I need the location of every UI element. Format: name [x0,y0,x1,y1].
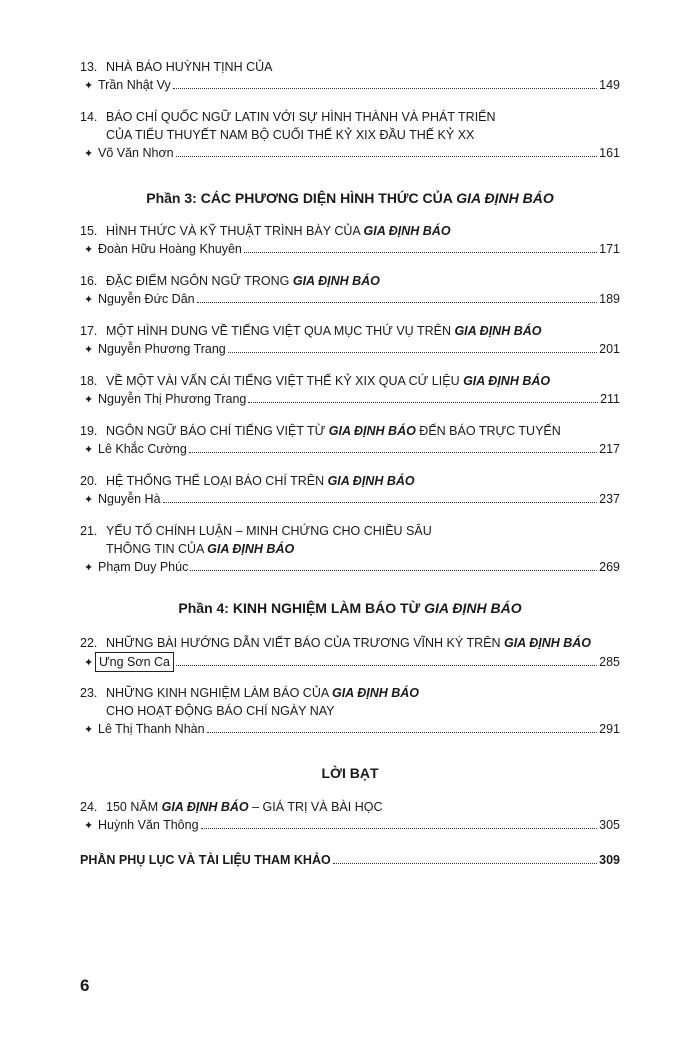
section-title: Phần 4: KINH NGHIỆM LÀM BÁO TỪ [178,600,425,616]
entry-title-post: ĐẾN BÁO TRỰC TUYẾN [415,424,561,438]
entry-title-italic: GIA ĐỊNH BÁO [292,274,380,288]
dot-leader [176,665,597,666]
author-name: Trần Nhật Vy [98,78,171,92]
author-name: Nguyễn Hà [98,492,161,506]
author-name-highlighted[interactable]: Ưng Sơn Ca [95,652,174,672]
entry-title-italic: GIA ĐỊNH BÁO [331,686,420,700]
author-name: Phạm Duy Phúc [98,560,189,574]
page-ref: 291 [599,722,620,736]
bullet-icon: ✦ [84,294,94,306]
toc-appendix [80,853,620,868]
bullet-icon: ✦ [84,394,94,406]
page-ref: 285 [599,655,620,669]
entry-title-cont: THÔNG TIN CỦA [106,542,208,556]
entry-number: 15. [80,224,98,238]
bullet-icon: ✦ [84,724,94,736]
author-name: Nguyễn Phương Trang [98,342,226,356]
page-ref: 201 [599,342,620,356]
section-title-italic: GIA ĐỊNH BÁO [456,190,554,206]
author-line [80,76,620,95]
bullet-icon: ✦ [84,444,94,456]
author-line [80,558,620,577]
bullet-icon: ✦ [84,657,94,669]
entry-title: NGÔN NGỮ BÁO CHÍ TIẾNG VIỆT TỪ [106,424,329,438]
author-name: Nguyễn Thị Phương Trang [98,392,247,406]
entry-number: 22. [80,636,98,650]
entry-title-italic: GIA ĐỊNH BÁO [503,636,592,650]
page-ref: 269 [599,560,620,574]
dot-leader [163,502,598,503]
author-line [80,816,620,835]
toc-entry-20 [80,472,620,509]
author-line [80,340,620,359]
page-ref: 171 [599,242,620,256]
entry-title: NHỮNG KINH NGHIỆM LÀM BÁO CỦA [106,686,332,700]
entry-title: ĐẶC ĐIỂM NGÔN NGỮ TRONG [106,274,293,288]
dot-leader [190,570,597,571]
page-ref: 149 [599,78,620,92]
entry-number: 24. [80,800,98,814]
author-line [80,440,620,459]
entry-title-post: – GIÁ TRỊ VÀ BÀI HỌC [248,800,383,814]
page-number: 6 [80,976,90,995]
entry-title-italic: GIA ĐỊNH BÁO [327,474,415,488]
dot-leader [197,302,598,303]
bullet-icon: ✦ [84,80,94,92]
author-name: Lê Thị Thanh Nhàn [98,722,205,736]
entry-title: YẾU TỐ CHÍNH LUẬN – MINH CHỨNG CHO CHIỀU SÂU [106,524,432,538]
entry-title-cont: CỦA TIỂU THUYẾT NAM BỘ CUỐI THẾ KỶ XIX ĐẦU THẾ KỶ XX [106,128,475,142]
author-line [80,720,620,739]
entry-number: 19. [80,424,98,438]
dot-leader [248,402,598,403]
page-ref: 305 [599,818,620,832]
toc-entry-17 [80,322,620,359]
author-name: Đoàn Hữu Hoàng Khuyên [98,242,242,256]
bullet-icon: ✦ [84,148,94,160]
entry-number: 23. [80,686,98,700]
entry-title-italic: GIA ĐỊNH BÁO [207,542,295,556]
entry-number: 16. [80,274,98,288]
toc-entry-24 [80,798,620,835]
entry-title: NHỮNG BÀI HƯỚNG DẪN VIẾT BÁO CỦA TRƯƠNG VĨNH KÝ TRÊN [106,636,504,650]
author-line [80,144,620,163]
toc-entry-21 [80,522,620,577]
section-heading-afterword: LỜI BẠT [321,765,379,781]
dot-leader [228,352,597,353]
entry-number: 17. [80,324,98,338]
author-line [80,290,620,309]
dot-leader [201,828,598,829]
bullet-icon: ✦ [84,344,94,356]
entry-title: VỀ MỘT VÀI VẤN CÁI TIẾNG VIỆT THẾ KỶ XIX QUA CỨ LIỆU [106,374,464,388]
dot-leader [176,156,598,157]
dot-leader [189,452,597,453]
entry-title: BÁO CHÍ QUỐC NGỮ LATIN VỚI SỰ HÌNH THÀNH VÀ PHÁT TRIỂN [106,110,496,124]
author-name: Lê Khắc Cường [98,442,187,456]
entry-title: MỘT HÌNH DUNG VỀ TIẾNG VIỆT QUA MỤC THỨ VỤ TRÊN [106,324,455,338]
page-ref: 217 [599,442,620,456]
entry-number: 13. [80,60,98,74]
toc-entry-15 [80,222,620,259]
page-ref: 211 [600,392,620,406]
entry-title: HỆ THỐNG THỂ LOẠI BÁO CHÍ TRÊN [106,474,328,488]
author-name: Võ Văn Nhơn [98,146,174,160]
page-ref: 189 [599,292,620,306]
toc-entry-22 [80,634,620,672]
entry-number: 21. [80,524,98,538]
bullet-icon: ✦ [84,244,94,256]
toc-entry-16 [80,272,620,309]
entry-title-italic: GIA ĐỊNH BÁO [363,224,451,238]
section-title-italic: GIA ĐỊNH BÁO [424,600,522,616]
entry-title-italic: GIA ĐỊNH BÁO [161,800,249,814]
section-heading-part4 [80,600,620,616]
bullet-icon: ✦ [84,820,94,832]
author-line [80,240,620,259]
page-ref: 309 [599,853,620,867]
entry-title-italic: GIA ĐỊNH BÁO [463,374,551,388]
entry-title-cont: CHO HOẠT ĐỘNG BÁO CHÍ NGÀY NAY [106,704,335,718]
page-ref: 161 [599,146,620,160]
author-line [80,652,620,672]
dot-leader [207,732,598,733]
entry-number: 18. [80,374,98,388]
entry-title: NHÀ BÁO HUỲNH TỊNH CỦA [106,60,273,74]
appendix-title: PHẦN PHỤ LỤC VÀ TÀI LIỆU THAM KHẢO [80,853,331,867]
author-name: Huỳnh Văn Thông [98,818,199,832]
author-name: Nguyễn Đức Dân [98,292,195,306]
entry-number: 14. [80,110,98,124]
page-ref: 237 [599,492,620,506]
dot-leader [173,88,597,89]
author-line [80,390,620,409]
dot-leader [333,863,597,864]
entry-title-italic: GIA ĐỊNH BÁO [454,324,542,338]
toc-entry-19 [80,422,620,459]
section-title: Phần 3: CÁC PHƯƠNG DIỆN HÌNH THỨC CỦA [146,190,457,206]
entry-title: 150 NĂM [106,800,162,814]
entry-number: 20. [80,474,98,488]
toc-entry-18 [80,372,620,409]
bullet-icon: ✦ [84,562,94,574]
bullet-icon: ✦ [84,494,94,506]
toc-entry-14 [80,108,620,163]
entry-title-italic: GIA ĐỊNH BÁO [328,424,416,438]
dot-leader [244,252,597,253]
section-heading-part3 [80,190,620,206]
toc-entry-13 [80,58,620,95]
author-line [80,490,620,509]
toc-entry-23 [80,684,620,739]
entry-title: HÌNH THỨC VÀ KỸ THUẬT TRÌNH BÀY CỦA [106,224,364,238]
